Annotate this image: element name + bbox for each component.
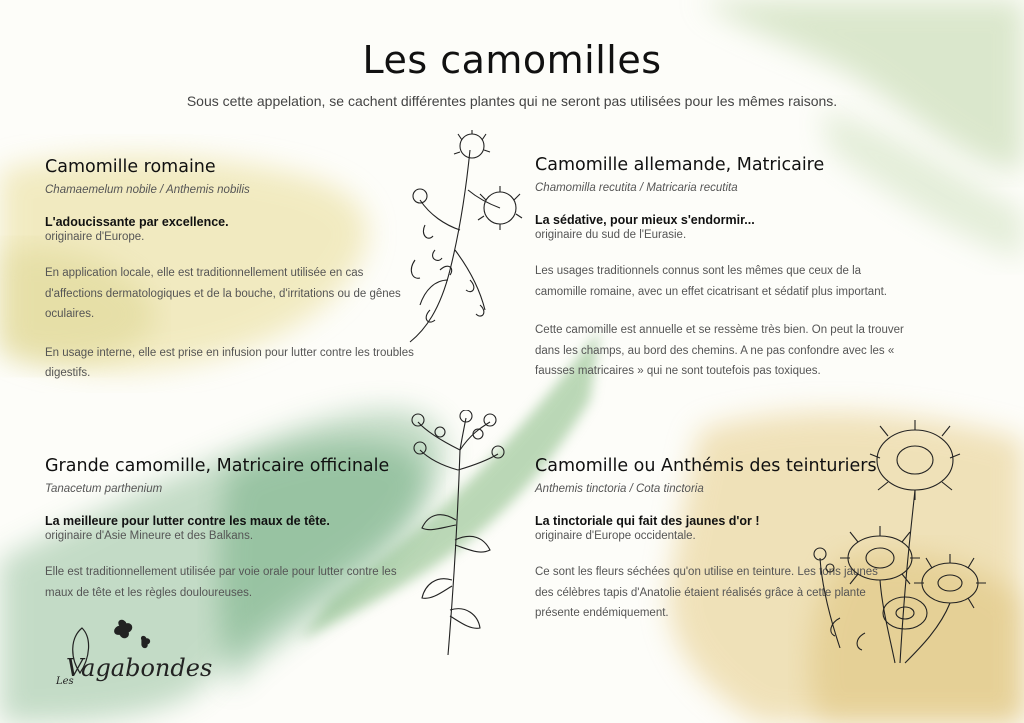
section-title: Camomille romaine [45, 157, 216, 177]
vagabondes-logo [42, 618, 213, 698]
origin: originaire d'Europe. [45, 231, 145, 243]
latin-name: Chamomilla recutita / Matricaria recutita [535, 182, 738, 194]
feverfew-sketch-icon [400, 410, 510, 660]
tagline: La sédative, pour mieux s'endormir... [535, 213, 755, 227]
paragraph: Cette camomille est annuelle et se ressème très bien. On peut la trouver dans les champs, au bord des chemins. A ne pas confondre avec les « fausses matricaires » qui ne sont toutefois pas toxiques. [535, 324, 904, 377]
latin-name: Anthemis tinctoria / Cota tinctoria [535, 483, 704, 495]
section-title: Camomille allemande, Matricaire [535, 155, 825, 175]
paragraph: Ce sont les fleurs séchées qu'on utilise en teinture. Les tons jaunes des célèbres tapis d'Anatolie étaient réalisés grâce à cette plante présente endémiquement. [535, 566, 878, 619]
page-subtitle: Sous cette appelation, se cachent différentes plantes qui ne seront pas utilisées pour les mêmes raisons. [186, 93, 838, 109]
tagline: L'adoucissante par excellence. [45, 215, 229, 229]
latin-name: Chamaemelum nobile / Anthemis nobilis [45, 184, 250, 196]
section-camomille-romaine [45, 157, 415, 402]
section-camomille-allemande [535, 155, 915, 400]
logo-name: Vagabondes [66, 654, 213, 682]
page-title: Les camomilles [362, 38, 662, 82]
origin: originaire du sud de l'Eurasie. [535, 229, 687, 241]
tagline: La tinctoriale qui fait des jaunes d'or ! [535, 514, 760, 528]
section-title: Camomille ou Anthémis des teinturiers [535, 456, 877, 476]
paragraph: Elle est traditionnellement utilisée par voie orale pour lutter contre les maux de tête et les règles douloureuses. [45, 566, 397, 599]
section-title: Grande camomille, Matricaire officinale [45, 456, 390, 476]
logo-prefix: Les [56, 676, 74, 687]
origin: originaire d'Europe occidentale. [535, 530, 696, 542]
tagline: La meilleure pour lutter contre les maux de tête. [45, 514, 330, 528]
dyers-chamomile-sketch-icon [810, 418, 1000, 668]
paragraph: En application locale, elle est traditionnellement utilisée en cas d'affections dermatologiques et de la bouche, d'irritations ou de gênes oculaires. [45, 267, 401, 320]
latin-name: Tanacetum parthenium [45, 483, 163, 495]
paragraph: En usage interne, elle est prise en infusion pour lutter contre les troubles digestifs. [45, 346, 414, 379]
paragraph: Les usages traditionnels connus sont les mêmes que ceux de la camomille romaine, avec un effet cicatrisant et sédatif plus important. [535, 265, 887, 298]
origin: originaire d'Asie Mineure et des Balkans. [45, 530, 254, 542]
section-grande-camomille [45, 456, 415, 621]
chamomile-sketch-icon [400, 130, 530, 345]
